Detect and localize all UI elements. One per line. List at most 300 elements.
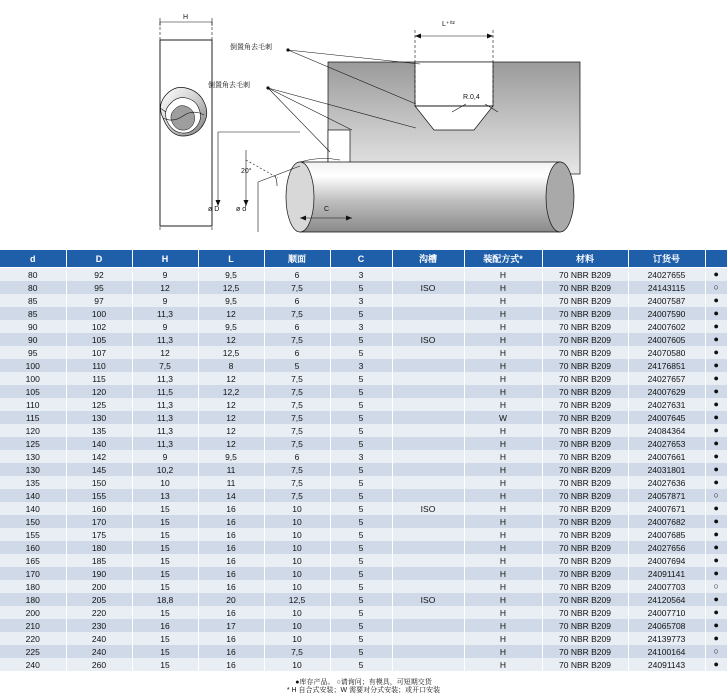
cell-shunmian: 6	[264, 346, 330, 359]
cell-shunmian: 10	[264, 502, 330, 515]
cell-L: 12	[198, 307, 264, 320]
cell-groove	[392, 554, 464, 567]
cell-assembly: H	[464, 580, 542, 593]
cell-d: 165	[0, 554, 66, 567]
cell-H: 13	[132, 489, 198, 502]
cell-groove	[392, 346, 464, 359]
cell-material: 70 NBR B209	[542, 528, 628, 541]
cell-stock-mark: ●	[705, 619, 727, 632]
cell-L: 16	[198, 580, 264, 593]
table-row	[0, 645, 727, 658]
cell-C: 5	[330, 528, 392, 541]
cell-D: 110	[66, 359, 132, 372]
cell-assembly: H	[464, 450, 542, 463]
cell-groove: ISO	[392, 502, 464, 515]
cell-C: 5	[330, 619, 392, 632]
footnote-stock-legend: ●库存产品。 ○请询问；有模具，可短期交货	[295, 678, 432, 686]
cell-C: 5	[330, 333, 392, 346]
cell-d: 225	[0, 645, 66, 658]
cell-stock-mark: ●	[705, 268, 727, 282]
table-row	[0, 294, 727, 307]
cell-stock-mark: ●	[705, 541, 727, 554]
cell-order-number: 24143115	[628, 281, 705, 294]
cell-C: 5	[330, 372, 392, 385]
cell-D: 240	[66, 632, 132, 645]
cell-material: 70 NBR B209	[542, 632, 628, 645]
cell-H: 11,3	[132, 398, 198, 411]
cell-L: 12	[198, 437, 264, 450]
cell-order-number: 24139773	[628, 632, 705, 645]
cell-material: 70 NBR B209	[542, 268, 628, 282]
table-row	[0, 385, 727, 398]
cell-material: 70 NBR B209	[542, 606, 628, 619]
cell-shunmian: 7,5	[264, 385, 330, 398]
cell-assembly: H	[464, 502, 542, 515]
cell-D: 145	[66, 463, 132, 476]
cell-assembly: W	[464, 411, 542, 424]
cell-L: 16	[198, 515, 264, 528]
cell-material: 70 NBR B209	[542, 619, 628, 632]
cell-assembly: H	[464, 281, 542, 294]
cell-D: 140	[66, 437, 132, 450]
cell-material: 70 NBR B209	[542, 580, 628, 593]
label-deburr-note-1: 倒置角去毛刺	[230, 44, 272, 51]
cell-C: 5	[330, 567, 392, 580]
cell-groove	[392, 476, 464, 489]
cell-d: 140	[0, 502, 66, 515]
cell-D: 125	[66, 398, 132, 411]
col-d: d	[0, 250, 66, 268]
col-shunmian: 顺面	[264, 250, 330, 268]
table-row	[0, 528, 727, 541]
cell-shunmian: 6	[264, 268, 330, 282]
cell-assembly: H	[464, 567, 542, 580]
cell-shunmian: 10	[264, 554, 330, 567]
cell-groove	[392, 619, 464, 632]
table-row	[0, 450, 727, 463]
cell-groove	[392, 359, 464, 372]
cell-material: 70 NBR B209	[542, 502, 628, 515]
cell-material: 70 NBR B209	[542, 320, 628, 333]
table-row	[0, 463, 727, 476]
cell-d: 120	[0, 424, 66, 437]
cell-material: 70 NBR B209	[542, 281, 628, 294]
cell-L: 14	[198, 489, 264, 502]
cell-stock-mark: ●	[705, 372, 727, 385]
cell-L: 16	[198, 567, 264, 580]
cell-C: 3	[330, 294, 392, 307]
cell-D: 170	[66, 515, 132, 528]
cell-material: 70 NBR B209	[542, 515, 628, 528]
cell-stock-mark: ●	[705, 398, 727, 411]
cell-assembly: H	[464, 632, 542, 645]
footnotes	[0, 679, 727, 696]
cell-assembly: H	[464, 515, 542, 528]
cell-groove	[392, 411, 464, 424]
table-row	[0, 346, 727, 359]
cell-shunmian: 10	[264, 528, 330, 541]
cell-stock-mark: ●	[705, 606, 727, 619]
cell-stock-mark: ●	[705, 463, 727, 476]
cell-H: 9	[132, 450, 198, 463]
cell-H: 15	[132, 632, 198, 645]
cell-material: 70 NBR B209	[542, 385, 628, 398]
cell-d: 160	[0, 541, 66, 554]
cell-shunmian: 7,5	[264, 489, 330, 502]
cell-stock-mark: ●	[705, 476, 727, 489]
cell-D: 230	[66, 619, 132, 632]
cell-d: 180	[0, 593, 66, 606]
cell-d: 150	[0, 515, 66, 528]
cell-d: 200	[0, 606, 66, 619]
cell-material: 70 NBR B209	[542, 411, 628, 424]
cell-shunmian: 6	[264, 294, 330, 307]
cell-H: 18,8	[132, 593, 198, 606]
cell-shunmian: 7,5	[264, 424, 330, 437]
cell-assembly: H	[464, 320, 542, 333]
cell-D: 175	[66, 528, 132, 541]
cell-L: 16	[198, 632, 264, 645]
col-groove: 沟槽	[392, 250, 464, 268]
cell-assembly: H	[464, 489, 542, 502]
cell-groove: ISO	[392, 333, 464, 346]
cell-stock-mark: ●	[705, 385, 727, 398]
cell-material: 70 NBR B209	[542, 541, 628, 554]
cell-H: 15	[132, 502, 198, 515]
cell-assembly: H	[464, 463, 542, 476]
cell-d: 210	[0, 619, 66, 632]
cell-H: 11,3	[132, 437, 198, 450]
cell-L: 12	[198, 333, 264, 346]
cell-order-number: 24057871	[628, 489, 705, 502]
cell-material: 70 NBR B209	[542, 554, 628, 567]
cell-assembly: H	[464, 359, 542, 372]
cell-assembly: H	[464, 658, 542, 671]
col-L: L	[198, 250, 264, 268]
cell-H: 15	[132, 567, 198, 580]
cell-groove	[392, 294, 464, 307]
cell-stock-mark: ●	[705, 346, 727, 359]
cell-H: 15	[132, 528, 198, 541]
table-row	[0, 632, 727, 645]
label-H: H	[183, 14, 189, 21]
cell-H: 11,3	[132, 411, 198, 424]
cell-D: 180	[66, 541, 132, 554]
table-row	[0, 606, 727, 619]
cell-C: 5	[330, 398, 392, 411]
cell-L: 16	[198, 554, 264, 567]
cell-d: 105	[0, 385, 66, 398]
cell-L: 12	[198, 372, 264, 385]
cell-stock-mark: ○	[705, 489, 727, 502]
cell-C: 5	[330, 463, 392, 476]
cell-material: 70 NBR B209	[542, 645, 628, 658]
cell-order-number: 24007587	[628, 294, 705, 307]
cell-material: 70 NBR B209	[542, 346, 628, 359]
cell-L: 16	[198, 658, 264, 671]
cell-d: 110	[0, 398, 66, 411]
cell-order-number: 24027657	[628, 372, 705, 385]
cell-stock-mark: ●	[705, 515, 727, 528]
cell-groove	[392, 372, 464, 385]
cell-shunmian: 10	[264, 580, 330, 593]
table-row	[0, 307, 727, 320]
cell-d: 130	[0, 463, 66, 476]
cell-order-number: 24065708	[628, 619, 705, 632]
cell-groove	[392, 463, 464, 476]
cell-H: 11,3	[132, 372, 198, 385]
table-row	[0, 359, 727, 372]
cell-D: 130	[66, 411, 132, 424]
cell-groove	[392, 580, 464, 593]
cell-shunmian: 6	[264, 320, 330, 333]
cell-order-number: 24007694	[628, 554, 705, 567]
cell-material: 70 NBR B209	[542, 307, 628, 320]
cell-groove	[392, 489, 464, 502]
cell-d: 155	[0, 528, 66, 541]
table-row	[0, 593, 727, 606]
cell-H: 9	[132, 268, 198, 282]
cell-C: 5	[330, 554, 392, 567]
cell-stock-mark: ●	[705, 632, 727, 645]
cell-D: 97	[66, 294, 132, 307]
cell-stock-mark: ●	[705, 528, 727, 541]
cell-order-number: 24027636	[628, 476, 705, 489]
table-row	[0, 372, 727, 385]
cell-order-number: 24007710	[628, 606, 705, 619]
table-row	[0, 424, 727, 437]
cell-d: 240	[0, 658, 66, 671]
cell-order-number: 24176851	[628, 359, 705, 372]
cell-order-number: 24007661	[628, 450, 705, 463]
cell-D: 185	[66, 554, 132, 567]
cell-groove	[392, 541, 464, 554]
cell-assembly: H	[464, 606, 542, 619]
cell-order-number: 24007605	[628, 333, 705, 346]
cell-material: 70 NBR B209	[542, 489, 628, 502]
cell-material: 70 NBR B209	[542, 359, 628, 372]
cell-H: 15	[132, 554, 198, 567]
table-row	[0, 515, 727, 528]
cell-order-number: 24007671	[628, 502, 705, 515]
cell-D: 142	[66, 450, 132, 463]
cell-H: 9	[132, 320, 198, 333]
cell-groove: ISO	[392, 281, 464, 294]
col-stock-mark	[705, 250, 727, 268]
table-row	[0, 619, 727, 632]
cell-d: 100	[0, 359, 66, 372]
cell-D: 107	[66, 346, 132, 359]
cell-order-number: 24007629	[628, 385, 705, 398]
cell-material: 70 NBR B209	[542, 424, 628, 437]
cell-H: 15	[132, 515, 198, 528]
cell-shunmian: 5	[264, 359, 330, 372]
col-H: H	[132, 250, 198, 268]
table-row	[0, 502, 727, 515]
table-row	[0, 333, 727, 346]
cell-d: 115	[0, 411, 66, 424]
cell-D: 95	[66, 281, 132, 294]
cell-assembly: H	[464, 346, 542, 359]
cell-assembly: H	[464, 554, 542, 567]
cell-groove	[392, 424, 464, 437]
cell-D: 240	[66, 645, 132, 658]
table-row	[0, 398, 727, 411]
cell-C: 5	[330, 346, 392, 359]
cell-d: 80	[0, 268, 66, 282]
cell-shunmian: 10	[264, 567, 330, 580]
label-deburr-note-2: 倒置角去毛刺	[208, 82, 250, 89]
cell-L: 12	[198, 424, 264, 437]
cell-stock-mark: ○	[705, 281, 727, 294]
cell-assembly: H	[464, 645, 542, 658]
cell-order-number: 24091141	[628, 567, 705, 580]
cell-d: 170	[0, 567, 66, 580]
cell-H: 7,5	[132, 359, 198, 372]
cell-C: 3	[330, 320, 392, 333]
cell-L: 12,5	[198, 346, 264, 359]
cell-shunmian: 7,5	[264, 281, 330, 294]
cell-stock-mark: ●	[705, 307, 727, 320]
cell-shunmian: 7,5	[264, 372, 330, 385]
table-row	[0, 437, 727, 450]
cell-groove	[392, 268, 464, 282]
cell-shunmian: 7,5	[264, 437, 330, 450]
cell-groove	[392, 398, 464, 411]
cell-L: 8	[198, 359, 264, 372]
cell-d: 95	[0, 346, 66, 359]
cell-assembly: H	[464, 385, 542, 398]
cell-stock-mark: ●	[705, 359, 727, 372]
cell-L: 16	[198, 541, 264, 554]
cell-H: 9	[132, 294, 198, 307]
cell-D: 92	[66, 268, 132, 282]
cell-order-number: 24007682	[628, 515, 705, 528]
cell-assembly: H	[464, 528, 542, 541]
cell-assembly: H	[464, 619, 542, 632]
cell-order-number: 24027656	[628, 541, 705, 554]
cell-assembly: H	[464, 307, 542, 320]
cell-groove	[392, 658, 464, 671]
cell-d: 180	[0, 580, 66, 593]
cell-C: 5	[330, 541, 392, 554]
cell-d: 85	[0, 294, 66, 307]
cell-H: 15	[132, 658, 198, 671]
cell-D: 205	[66, 593, 132, 606]
cell-groove	[392, 632, 464, 645]
label-angle-20: 20°	[241, 168, 252, 175]
label-L-tolerance: L⁺⁰²	[442, 21, 455, 28]
cell-C: 5	[330, 593, 392, 606]
cell-C: 5	[330, 606, 392, 619]
cell-L: 17	[198, 619, 264, 632]
table-body	[0, 268, 727, 672]
cell-H: 11,3	[132, 307, 198, 320]
cell-d: 100	[0, 372, 66, 385]
cell-groove: ISO	[392, 593, 464, 606]
cell-C: 5	[330, 307, 392, 320]
label-outer-diameter: ø D	[208, 206, 220, 213]
cell-D: 105	[66, 333, 132, 346]
footnote-assembly-legend: * H 自合式安装；W 需要对分式安装；或开口安装	[286, 687, 441, 695]
col-C: C	[330, 250, 392, 268]
cell-C: 5	[330, 489, 392, 502]
cell-C: 3	[330, 450, 392, 463]
cell-L: 9,5	[198, 294, 264, 307]
cell-D: 100	[66, 307, 132, 320]
cell-stock-mark: ○	[705, 645, 727, 658]
cell-material: 70 NBR B209	[542, 567, 628, 580]
cell-C: 5	[330, 658, 392, 671]
cell-L: 9,5	[198, 450, 264, 463]
cell-D: 220	[66, 606, 132, 619]
table-row	[0, 567, 727, 580]
cell-H: 12	[132, 346, 198, 359]
cell-C: 5	[330, 515, 392, 528]
table-row	[0, 320, 727, 333]
cell-assembly: H	[464, 268, 542, 282]
cell-C: 5	[330, 580, 392, 593]
cell-stock-mark: ●	[705, 593, 727, 606]
cell-assembly: H	[464, 372, 542, 385]
cell-L: 12,5	[198, 281, 264, 294]
cell-d: 80	[0, 281, 66, 294]
cell-shunmian: 7,5	[264, 476, 330, 489]
table-row	[0, 268, 727, 282]
cell-assembly: H	[464, 541, 542, 554]
cell-C: 5	[330, 632, 392, 645]
cell-L: 12,2	[198, 385, 264, 398]
cell-order-number: 24007590	[628, 307, 705, 320]
cell-groove	[392, 606, 464, 619]
cell-assembly: H	[464, 476, 542, 489]
cell-H: 10,2	[132, 463, 198, 476]
cell-order-number: 24027631	[628, 398, 705, 411]
cell-H: 11,3	[132, 424, 198, 437]
cell-order-number: 24007645	[628, 411, 705, 424]
cell-assembly: H	[464, 437, 542, 450]
cell-L: 16	[198, 606, 264, 619]
cell-stock-mark: ●	[705, 554, 727, 567]
cell-L: 12	[198, 398, 264, 411]
cell-material: 70 NBR B209	[542, 437, 628, 450]
cell-H: 11,5	[132, 385, 198, 398]
cell-d: 90	[0, 333, 66, 346]
cell-assembly: H	[464, 333, 542, 346]
cell-assembly: H	[464, 294, 542, 307]
col-D: D	[66, 250, 132, 268]
cell-stock-mark: ○	[705, 580, 727, 593]
table-header-row	[0, 250, 727, 268]
cell-H: 12	[132, 281, 198, 294]
table-row	[0, 580, 727, 593]
cell-shunmian: 7,5	[264, 398, 330, 411]
cell-groove	[392, 437, 464, 450]
cell-material: 70 NBR B209	[542, 593, 628, 606]
col-order-number: 订货号	[628, 250, 705, 268]
cell-shunmian: 10	[264, 632, 330, 645]
cell-shunmian: 7,5	[264, 411, 330, 424]
cell-stock-mark: ●	[705, 333, 727, 346]
cell-C: 3	[330, 359, 392, 372]
cell-order-number: 24031801	[628, 463, 705, 476]
cell-d: 130	[0, 450, 66, 463]
cell-stock-mark: ●	[705, 450, 727, 463]
cell-shunmian: 10	[264, 515, 330, 528]
cell-order-number: 24084364	[628, 424, 705, 437]
cell-material: 70 NBR B209	[542, 372, 628, 385]
table-row	[0, 281, 727, 294]
